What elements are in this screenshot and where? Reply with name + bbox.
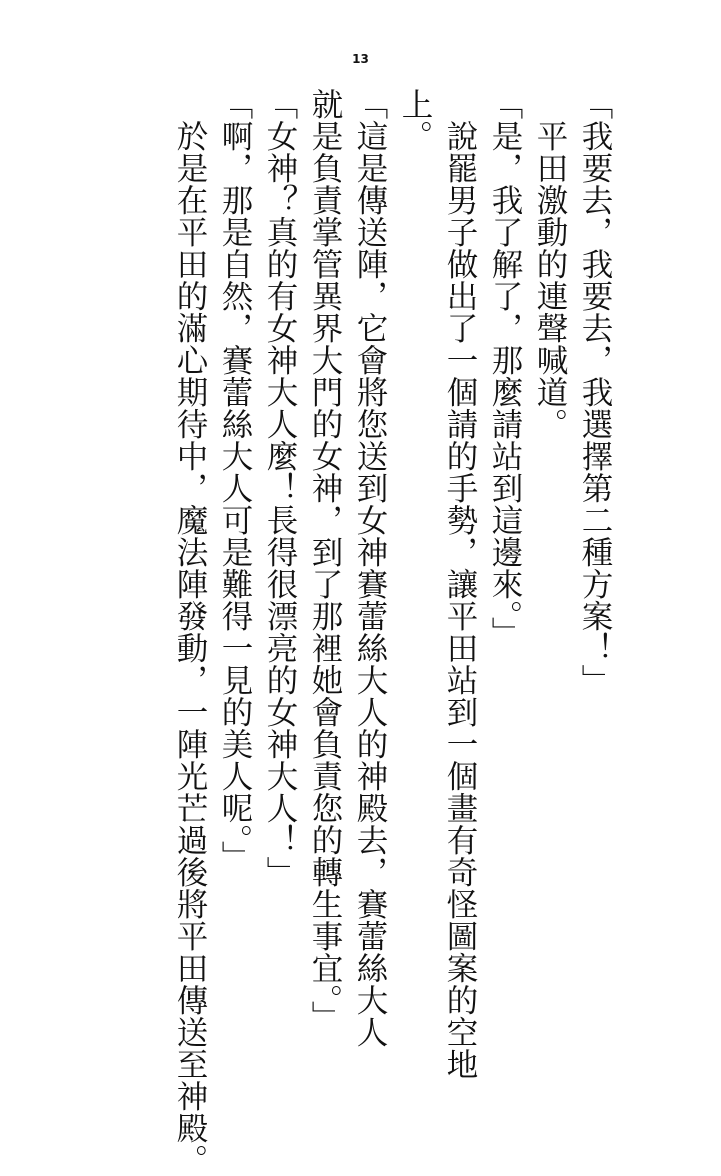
text-line-4: 說罷男子做出了一個請的手勢，讓平田站到一個畫有奇怪圖案的空地: [442, 88, 478, 1080]
vertical-text-body: [140, 88, 613, 1176]
text-line-9: 「啊，那是自然，賽蕾絲大人可是難得一見的美人呢。」: [217, 88, 253, 873]
text-line-5: 上。: [397, 88, 433, 152]
text-line-6: 「這是傳送陣，它會將您送到女神賽蕾絲大人的神殿去，賽蕾絲大人: [352, 88, 388, 1048]
text-line-8: 「女神？真的有女神大人麼！長得很漂亮的女神大人！」: [262, 88, 298, 888]
text-line-7: 就是負責掌管異界大門的女神，到了那裡她會負責您的轉生事宜。」: [307, 88, 343, 1033]
text-line-1: 「我要去，我要去，我選擇第二種方案！」: [577, 88, 613, 696]
text-line-3: 「是，我了解了，那麼請站到這邊來。」: [487, 88, 523, 649]
text-line-10: 於是在平田的滿心期待中，魔法陣發動，一陣光芒過後將平田傳送至神殿。: [172, 88, 208, 1176]
page-number: 13: [352, 52, 369, 66]
text-line-2: 平田激動的連聲喊道。: [532, 88, 568, 440]
